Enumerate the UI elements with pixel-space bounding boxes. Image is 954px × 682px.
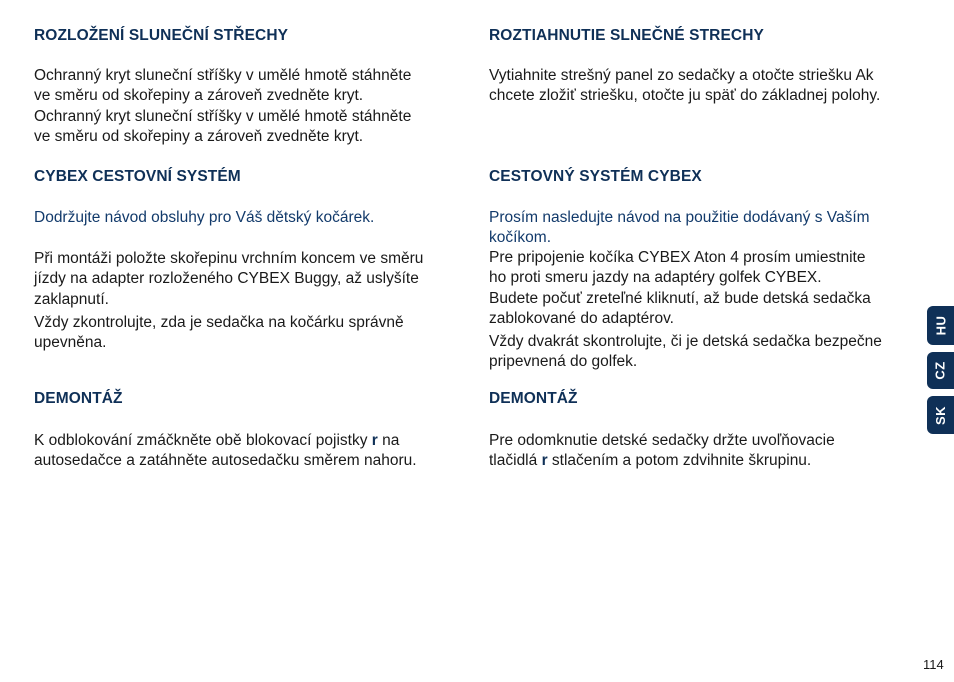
tab-label: SK: [933, 405, 948, 425]
tab-label: HU: [933, 315, 948, 336]
heading-sunroof-sk: ROZTIAHNUTIE SLNEČNÉ STRECHY: [489, 27, 764, 44]
paragraph-removal-sk: [489, 431, 929, 472]
text-line: Ochranný kryt sluneční stříšky v umělé hmotě stáhněte: [34, 107, 412, 125]
paragraph-travel-system-cz: [34, 249, 474, 353]
text-line: Pre pripojenie kočíka CYBEX Aton 4 prosím umiestnite: [489, 249, 866, 266]
heading-travel-system-sk: CESTOVNÝ SYSTÉM CYBEX: [489, 168, 702, 185]
page-number: 114: [923, 657, 944, 672]
text-line: Vždy zkontrolujte, zda je sedačka na kočárku správně: [34, 313, 404, 331]
text-line: Pre odomknutie detské sedačky držte uvoľňovacie: [489, 432, 835, 449]
text-line: Ochranný kryt sluneční stříšky v umělé hmotě stáhněte: [34, 67, 412, 84]
text-line: zablokované do adaptérov.: [489, 309, 674, 327]
tab-label: CZ: [933, 361, 948, 380]
text-line: K odblokování zmáčkněte obě blokovací pojistky r na: [34, 432, 400, 449]
paragraph-removal-cz: [34, 431, 474, 472]
tab-language-hu[interactable]: [927, 306, 954, 345]
text-line: zaklapnutí.: [34, 290, 109, 308]
text-line: ve směru od skořepiny a zároveň zvedněte kryt.: [34, 127, 364, 145]
text-line: Budete počuť zreteľné kliknutí, až bude detská sedačka: [489, 289, 871, 307]
note-line: Dodržujte návod obsluhy pro Váš dětský kočárek.: [34, 209, 375, 226]
note-line: Prosím nasledujte návod na použitie dodávaný s Vaším: [489, 209, 870, 226]
text-line: pripevnená do golfek.: [489, 353, 638, 371]
heading-travel-system-cz: CYBEX CESTOVNÍ SYSTÉM: [34, 168, 241, 185]
heading-removal-cz: DEMONTÁŽ: [34, 390, 123, 407]
text-line: ve směru od skořepiny a zároveň zvedněte kryt.: [34, 87, 364, 105]
text-line: ho proti smeru jazdy na adaptéry golfek CYBEX.: [489, 269, 822, 287]
label-r: r: [371, 432, 378, 449]
text-line: Vždy dvakrát skontrolujte, či je detská sedačka bezpečne: [489, 333, 882, 351]
text-line: upevněna.: [34, 334, 107, 352]
text-line: Vytiahnite strešný panel zo sedačky a otočte striešku Ak: [489, 67, 874, 84]
paragraph-travel-system-sk: [489, 248, 929, 373]
tab-language-sk[interactable]: [927, 396, 954, 434]
heading-sunroof-cz: ROZLOŽENÍ SLUNEČNÍ STŘECHY: [34, 27, 289, 44]
label-r: r: [541, 452, 548, 470]
tab-language-cz[interactable]: [927, 352, 954, 389]
text-line: chcete zložiť striešku, otočte ju späť do základnej polohy.: [489, 87, 881, 105]
heading-removal-sk: DEMONTÁŽ: [489, 390, 578, 407]
text-line: tlačidlá r stlačením a potom zdvihnite škrupinu.: [489, 452, 812, 470]
note-travel-system-cz: [34, 208, 474, 228]
text-line: jízdy na adapter rozloženého CYBEX Buggy, až uslyšíte: [34, 270, 419, 288]
text-line: autosedačce a zatáhněte autosedačku směrem nahoru.: [34, 452, 417, 470]
text-line: Při montáži položte skořepinu vrchním koncem ve směru: [34, 250, 424, 267]
paragraph-sunroof-sk: [489, 66, 929, 107]
note-travel-system-sk: [489, 208, 929, 249]
paragraph-sunroof-cz: [34, 66, 474, 147]
note-line: kočíkom.: [489, 229, 552, 247]
